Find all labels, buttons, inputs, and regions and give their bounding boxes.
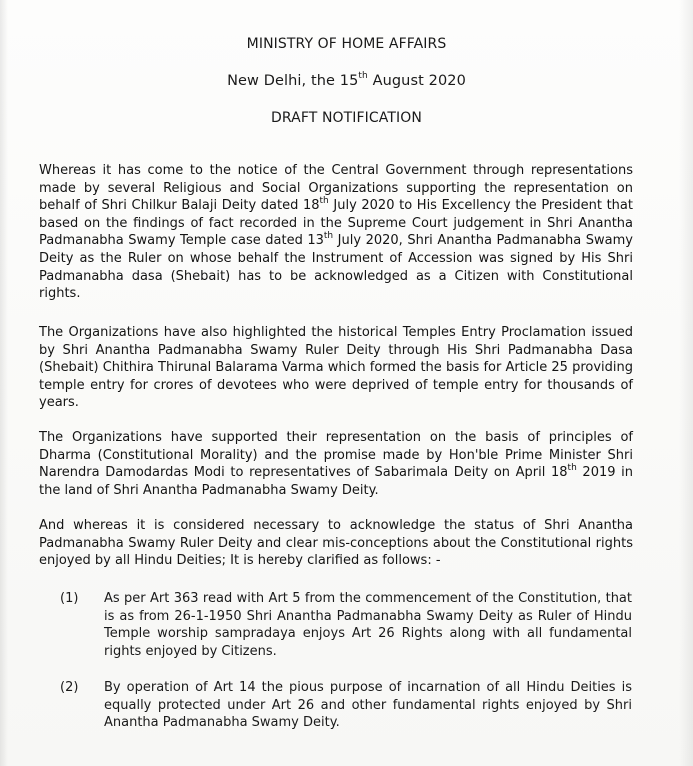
dateline-prefix: New Delhi, the 15: [227, 73, 359, 89]
dateline-suffix: August 2020: [367, 73, 466, 89]
document-type-heading: DRAFT NOTIFICATION: [271, 110, 422, 126]
paragraph-text: The Organizations have supported their representation on the basis of principles of Dharma (Constitutional Morality) and the promise made by Hon'ble Prime Minister Shri Narendra Damodardas Modi to representatives of Sabarimala Deity on April 18: [39, 430, 633, 481]
clause-number: (1): [60, 591, 79, 606]
ordinal: th: [319, 195, 329, 206]
paragraph-temple-entry: The Organizations have also highlighted the historical Temples Entry Proclamation issued by Shri Anantha Padmanabha Swamy Ruler Deity through His Shri Padmanabha Dasa (Shebait) Chithira Thirunal Balarama Varma which formed the basis for Article 25 providing temple entry for crores of devotees who were deprived of temple entry for thousands of years.: [39, 325, 633, 411]
paragraph-text: 2019 in the land of Shri Anantha Padmanabha Swamy Deity.: [39, 465, 633, 498]
paragraph-and-whereas: And whereas it is considered necessary to acknowledge the status of Shri Anantha Padmanabha Swamy Ruler Deity and clear mis-conceptions about the Constitutional rights enjoyed by all Hindu Deities; It is hereby clarified as follows: -: [39, 518, 633, 569]
ordinal: th: [567, 462, 577, 473]
clause-text: By operation of Art 14 the pious purpose of incarnation of all Hindu Deities is equally protected under Art 26 and other fundamental rights enjoyed by Shri Anantha Padmanabha Swamy Deity.: [104, 680, 632, 731]
ordinal: th: [323, 231, 334, 242]
dateline: [0, 73, 693, 89]
paragraph-dharma: [39, 429, 633, 499]
ministry-heading: MINISTRY OF HOME AFFAIRS: [246, 36, 447, 52]
clause-text: As per Art 363 read with Art 5 from the commencement of the Constitution, that is as from 26-1-1950 Shri Anantha Padmanabha Swamy Deity as Ruler of Hindu Temple worship sampradaya enjoys Art 26 Rights along with all fundamental rights enjoyed by Citizens.: [104, 591, 632, 659]
paragraph-text: Whereas it has come to the notice of the Central Government through representations made by several Religious and Social Organizations supporting the representation on behalf of Shri Chilkur Balaji Deity dated 18: [39, 163, 633, 214]
dateline-ordinal: th: [358, 71, 368, 82]
paragraph-text: July 2020 to His Excellency the President that based on the findings of fact recorded in the Supreme Court judgement in Shri Anantha Padmanabha Swamy Temple case dated 13: [39, 198, 633, 249]
clause-number: (2): [60, 680, 79, 695]
paragraph-text: July 2020, Shri Anantha Padmanabha Swamy Deity as the Ruler on whose behalf the Instrument of Accession was signed by His Shri Padmanabha dasa (Shebait) has to be acknowledged as a Citizen with Constitutional rights.: [39, 233, 634, 302]
paragraph-whereas: [39, 162, 633, 303]
